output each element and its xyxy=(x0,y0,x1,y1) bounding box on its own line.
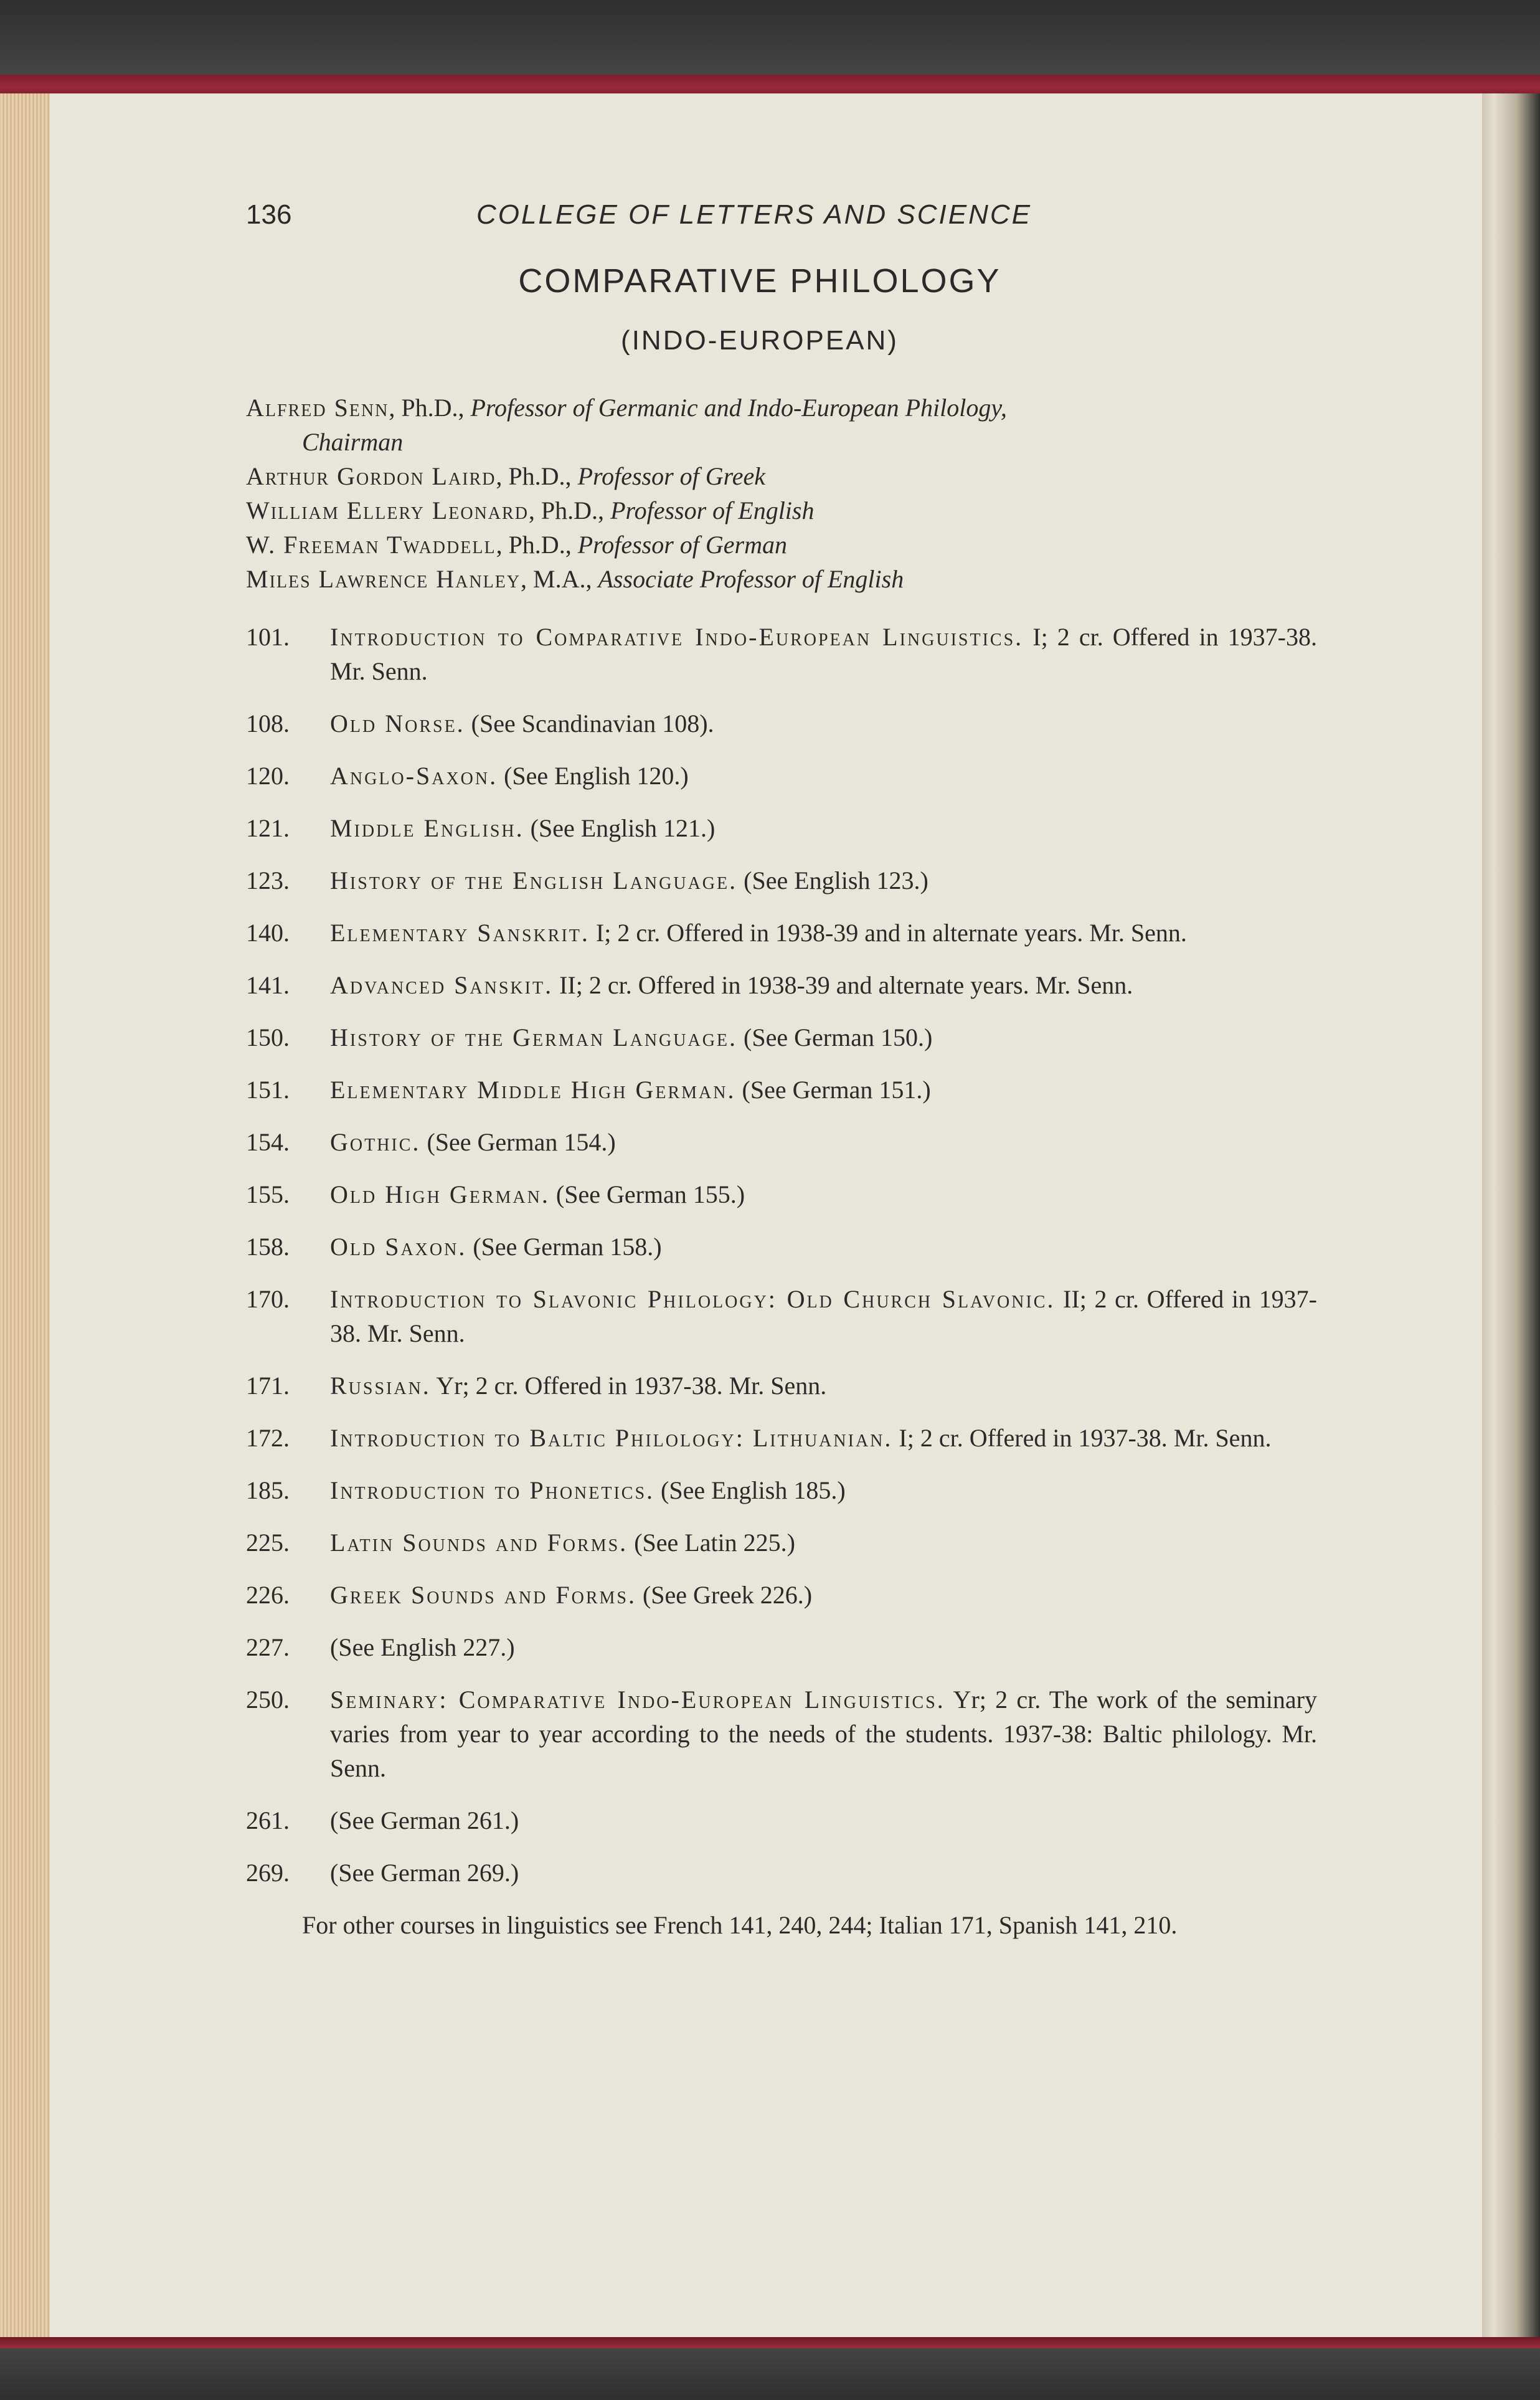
course-entry xyxy=(196,1020,1323,1055)
course-number: 101. xyxy=(246,623,290,651)
course-description xyxy=(330,1020,1323,1055)
course-details: I; 2 cr. Offered in 1938-39 and in alternate years. Mr. Senn. xyxy=(589,919,1187,947)
course-entry xyxy=(196,1473,1323,1507)
course-details: (See German 151.) xyxy=(735,1076,931,1104)
course-number: 121. xyxy=(246,814,290,842)
course-description xyxy=(330,863,1323,898)
course-description xyxy=(330,916,1323,950)
course-description xyxy=(330,1803,1323,1838)
course-number: 120. xyxy=(246,762,290,790)
course-description xyxy=(330,1368,1323,1403)
course-description xyxy=(330,1125,1323,1159)
course-entry xyxy=(196,1682,1323,1785)
course-details: (See German 154.) xyxy=(420,1128,616,1156)
faculty-degree: , Ph.D., xyxy=(389,394,471,422)
course-number: 170. xyxy=(246,1285,290,1313)
faculty-title: Professor of Germanic and Indo-European Philology, xyxy=(470,394,1007,422)
faculty-title: Associate Professor of English xyxy=(598,565,904,593)
course-entry xyxy=(196,706,1323,741)
course-name: Introduction to Baltic Philology: Lithuanian. xyxy=(330,1424,893,1452)
course-details: (See German 158.) xyxy=(466,1233,662,1261)
course-name: Gothic. xyxy=(330,1128,421,1156)
course-details: (See English 227.) xyxy=(330,1633,515,1661)
course-number: 172. xyxy=(246,1424,290,1452)
course-entry xyxy=(196,1073,1323,1107)
course-details: II; 2 cr. Offered in 1937-38. Mr. Senn. xyxy=(330,1285,1318,1347)
faculty-list xyxy=(196,391,1323,596)
course-description xyxy=(330,759,1323,793)
course-name: Elementary Sanskrit. xyxy=(330,919,590,947)
course-description xyxy=(330,1230,1323,1264)
course-number: 171. xyxy=(246,1372,290,1400)
course-name: Anglo-Saxon. xyxy=(330,762,498,790)
course-entry xyxy=(196,1368,1323,1403)
course-entry xyxy=(196,916,1323,950)
page-number: 136 xyxy=(246,199,292,230)
course-description xyxy=(330,1578,1323,1612)
course-name: Introduction to Slavonic Philology: Old Church Slavonic. xyxy=(330,1285,1056,1313)
course-description xyxy=(330,968,1323,1002)
course-entry xyxy=(196,620,1323,688)
course-entry xyxy=(196,863,1323,898)
course-number: 151. xyxy=(246,1076,290,1104)
course-details: (See English 123.) xyxy=(737,866,928,894)
faculty-name: William Ellery Leonard xyxy=(246,496,529,524)
course-entry xyxy=(196,1421,1323,1455)
course-name: Advanced Sanskit. xyxy=(330,971,554,999)
course-name: Introduction to Phonetics. xyxy=(330,1476,655,1504)
course-entry xyxy=(196,1177,1323,1212)
faculty-name: Arthur Gordon Laird xyxy=(246,462,496,490)
course-details: (See German 261.) xyxy=(330,1806,519,1834)
course-description xyxy=(330,1682,1323,1785)
course-description xyxy=(330,1525,1323,1560)
course-number: 123. xyxy=(246,866,290,894)
faculty-member xyxy=(196,493,1323,528)
running-head xyxy=(196,199,1323,243)
faculty-member xyxy=(196,528,1323,562)
course-number: 158. xyxy=(246,1233,290,1261)
faculty-degree: , Ph.D., xyxy=(496,462,578,490)
page-content xyxy=(196,199,1323,1942)
course-details: II; 2 cr. Offered in 1938-39 and alternate years. Mr. Senn. xyxy=(553,971,1133,999)
course-description xyxy=(330,1073,1323,1107)
faculty-title-continued: Chairman xyxy=(302,428,404,456)
course-name: Seminary: Comparative Indo-European Linguistics. xyxy=(330,1686,945,1714)
scan-background-top xyxy=(0,0,1540,75)
course-entry xyxy=(196,811,1323,845)
faculty-degree: , Ph.D., xyxy=(528,496,611,524)
course-name: Introduction to Comparative Indo-European Linguistics. xyxy=(330,623,1024,651)
course-entry xyxy=(196,1856,1323,1890)
page-edge-right xyxy=(1482,93,1540,2342)
course-description xyxy=(330,811,1323,845)
course-details: (See Scandinavian 108). xyxy=(465,709,714,738)
faculty-title: Professor of Greek xyxy=(577,462,765,490)
course-description xyxy=(330,1177,1323,1212)
faculty-member xyxy=(196,562,1323,596)
course-list xyxy=(196,620,1323,1890)
course-number: 154. xyxy=(246,1128,290,1156)
course-name: Greek Sounds and Forms. xyxy=(330,1581,636,1609)
course-entry xyxy=(196,968,1323,1002)
faculty-name: Alfred Senn xyxy=(246,394,389,422)
course-entry xyxy=(196,1282,1323,1350)
course-entry xyxy=(196,1230,1323,1264)
course-description xyxy=(330,1856,1323,1890)
course-entry xyxy=(196,1803,1323,1838)
course-number: 140. xyxy=(246,919,290,947)
course-description xyxy=(330,1421,1323,1455)
course-number: 226. xyxy=(246,1581,290,1609)
course-name: Middle English. xyxy=(330,814,524,842)
course-name: History of the English Language. xyxy=(330,866,738,894)
course-number: 261. xyxy=(246,1806,290,1834)
course-details: Yr; 2 cr. The work of the seminary varies from year to year according to the needs of the students. 1937-38: Baltic philology. Mr. Senn. xyxy=(330,1686,1323,1782)
course-description xyxy=(330,706,1323,741)
course-details: (See German 269.) xyxy=(330,1859,519,1887)
course-details: (See English 120.) xyxy=(498,762,689,790)
course-details: (See English 121.) xyxy=(524,814,716,842)
course-description xyxy=(330,1282,1323,1350)
course-number: 250. xyxy=(246,1686,290,1714)
course-details: (See English 185.) xyxy=(654,1476,846,1504)
course-entry xyxy=(196,1525,1323,1560)
course-name: Elementary Middle High German. xyxy=(330,1076,736,1104)
course-details: (See German 155.) xyxy=(549,1180,745,1208)
course-details: I; 2 cr. Offered in 1937-38. Mr. Senn. xyxy=(330,623,1324,685)
department-subtitle: (INDO-EUROPEAN) xyxy=(621,325,899,356)
faculty-degree: , Ph.D., xyxy=(496,531,578,559)
course-number: 227. xyxy=(246,1633,290,1661)
course-number: 269. xyxy=(246,1859,290,1887)
course-entry xyxy=(196,1630,1323,1664)
course-entry xyxy=(196,759,1323,793)
course-number: 141. xyxy=(246,971,290,999)
faculty-degree: , M.A., xyxy=(521,565,598,593)
faculty-title: Professor of German xyxy=(577,531,787,559)
faculty-member xyxy=(196,459,1323,493)
course-details: (See Latin 225.) xyxy=(628,1529,795,1557)
course-number: 225. xyxy=(246,1529,290,1557)
course-details: (See German 150.) xyxy=(737,1023,933,1051)
faculty-name: W. Freeman Twaddell xyxy=(246,531,496,559)
footer-note: For other courses in linguistics see French 141, 240, 244; Italian 171, Spanish 141, 210. xyxy=(302,1911,1178,1939)
course-details: (See Greek 226.) xyxy=(636,1581,813,1609)
course-description xyxy=(330,1473,1323,1507)
scan-background-bottom xyxy=(0,2348,1540,2400)
running-title: COLLEGE OF LETTERS AND SCIENCE xyxy=(476,199,1032,230)
course-name: Russian. xyxy=(330,1372,431,1400)
course-number: 150. xyxy=(246,1023,290,1051)
course-name: Latin Sounds and Forms. xyxy=(330,1529,628,1557)
course-description xyxy=(330,620,1323,688)
course-number: 155. xyxy=(246,1180,290,1208)
course-number: 185. xyxy=(246,1476,290,1504)
course-name: Old High German. xyxy=(330,1180,550,1208)
faculty-title: Professor of English xyxy=(610,496,815,524)
course-details: I; 2 cr. Offered in 1937-38. Mr. Senn. xyxy=(892,1424,1272,1452)
course-name: Old Saxon. xyxy=(330,1233,467,1261)
department-title: COMPARATIVE PHILOLOGY xyxy=(518,262,1001,300)
page-stack-edge-left xyxy=(0,93,50,2342)
course-name: Old Norse. xyxy=(330,709,465,738)
course-number: 108. xyxy=(246,709,290,738)
course-entry xyxy=(196,1578,1323,1612)
faculty-member xyxy=(196,391,1323,459)
faculty-name: Miles Lawrence Hanley xyxy=(246,565,521,593)
course-details: Yr; 2 cr. Offered in 1937-38. Mr. Senn. xyxy=(430,1372,827,1400)
course-entry xyxy=(196,1125,1323,1159)
course-description xyxy=(330,1630,1323,1664)
course-name: History of the German Language. xyxy=(330,1023,738,1051)
